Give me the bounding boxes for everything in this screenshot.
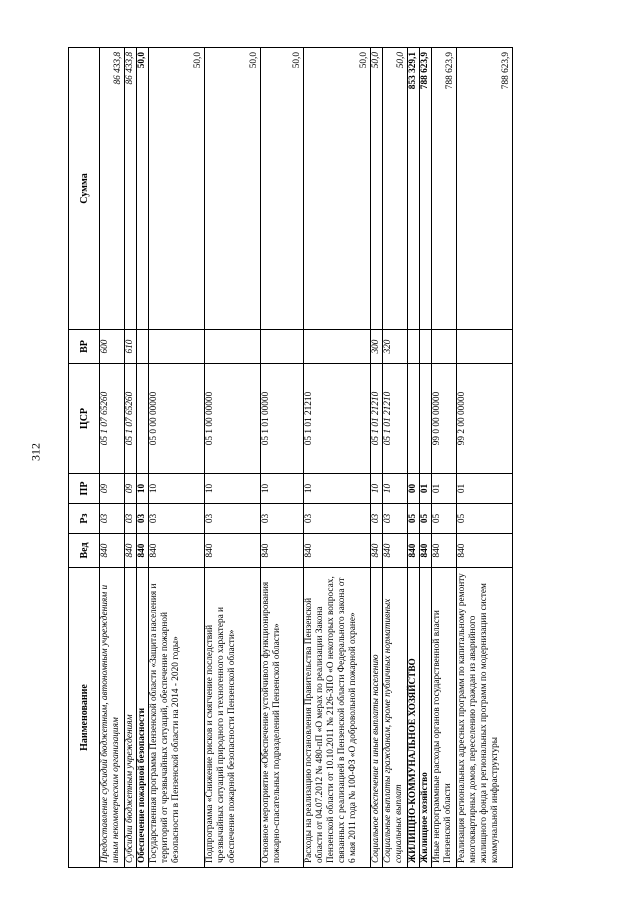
table-row bbox=[432, 48, 457, 868]
row-csr-cell: 05 1 01 00000 bbox=[261, 364, 304, 474]
row-sum-cell: 50,0 bbox=[261, 48, 304, 330]
row-rz-cell: 03 bbox=[137, 504, 149, 534]
row-vr-cell: 610 bbox=[125, 330, 137, 364]
row-ved-cell: 840 bbox=[304, 534, 371, 568]
table-row bbox=[304, 48, 371, 868]
row-sum-cell: 50,0 bbox=[304, 48, 371, 330]
row-vr-cell bbox=[420, 330, 432, 364]
row-rz-cell: 03 bbox=[205, 504, 261, 534]
row-csr-cell: 05 1 01 21210 bbox=[371, 364, 383, 474]
table-row bbox=[371, 48, 383, 868]
row-name-cell: Реализация региональных адресных программ по капитальному ремонту многоквартирных домов, переселению граждан из аварийного жилищного фонда и региональных программ по модернизации систем коммунальной инфраструктуры bbox=[457, 568, 513, 868]
row-vr-cell bbox=[408, 330, 420, 364]
row-csr-cell: 05 0 00 00000 bbox=[149, 364, 205, 474]
row-rz-cell: 05 bbox=[432, 504, 457, 534]
row-rz-cell: 05 bbox=[457, 504, 513, 534]
header-rz: Рз bbox=[69, 504, 100, 534]
row-pr-cell: 09 bbox=[100, 474, 125, 504]
row-pr-cell: 10 bbox=[137, 474, 149, 504]
row-vr-cell bbox=[457, 330, 513, 364]
table-row bbox=[457, 48, 513, 868]
row-rz-cell: 05 bbox=[420, 504, 432, 534]
row-vr-cell bbox=[432, 330, 457, 364]
row-vr-cell: 600 bbox=[100, 330, 125, 364]
table-row bbox=[383, 48, 408, 868]
row-name-cell: Предоставление субсидий бюджетным, автономным учреждениям и иным некоммерческим организациям bbox=[100, 568, 125, 868]
row-sum-cell: 50,0 bbox=[137, 48, 149, 330]
header-name: Наименование bbox=[69, 568, 100, 868]
row-sum-cell: 50,0 bbox=[205, 48, 261, 330]
row-csr-cell: 05 1 00 00000 bbox=[205, 364, 261, 474]
row-pr-cell: 01 bbox=[457, 474, 513, 504]
row-ved-cell: 840 bbox=[137, 534, 149, 568]
row-vr-cell bbox=[205, 330, 261, 364]
header-vr: ВР bbox=[69, 330, 100, 364]
row-csr-cell: 05 1 07 65260 bbox=[125, 364, 137, 474]
row-rz-cell: 03 bbox=[304, 504, 371, 534]
row-name-cell: Подпрограмма «Снижение рисков и смягчение последствий чрезвычайных ситуаций природного и техногенного характера и обеспечение пожарной безопасности Пензенской области» bbox=[205, 568, 261, 868]
row-vr-cell bbox=[304, 330, 371, 364]
row-sum-cell: 788 623,9 bbox=[420, 48, 432, 330]
row-ved-cell: 840 bbox=[100, 534, 125, 568]
table-row bbox=[149, 48, 205, 868]
row-ved-cell: 840 bbox=[420, 534, 432, 568]
row-name-cell: Государственная программа Пензенской области «Защита населения и территорий от чрезвычайных ситуаций, обеспечение пожарной безопасности в Пензенской области на 2014 - 2020 годы» bbox=[149, 568, 205, 868]
table-body bbox=[100, 48, 513, 868]
row-pr-cell: 00 bbox=[408, 474, 420, 504]
row-sum-cell: 50,0 bbox=[149, 48, 205, 330]
row-ved-cell: 840 bbox=[205, 534, 261, 568]
row-name-cell: Социальные выплаты гражданам, кроме публичных нормативных социальных выплат bbox=[383, 568, 408, 868]
row-rz-cell: 05 bbox=[408, 504, 420, 534]
row-pr-cell: 01 bbox=[432, 474, 457, 504]
row-sum-cell: 86 433,8 bbox=[100, 48, 125, 330]
row-sum-cell: 853 329,1 bbox=[408, 48, 420, 330]
row-csr-cell: 99 2 00 00000 bbox=[457, 364, 513, 474]
row-pr-cell: 09 bbox=[125, 474, 137, 504]
row-csr-cell: 99 0 00 00000 bbox=[432, 364, 457, 474]
row-pr-cell: 10 bbox=[205, 474, 261, 504]
table-header-row bbox=[69, 48, 100, 868]
table-row bbox=[420, 48, 432, 868]
row-vr-cell: 300 bbox=[371, 330, 383, 364]
table-row bbox=[137, 48, 149, 868]
row-pr-cell: 10 bbox=[371, 474, 383, 504]
row-sum-cell: 86 433,8 bbox=[125, 48, 137, 330]
row-name-cell: Основное мероприятие «Обеспечение устойчивого функционирования пожарно-спасательных подразделений Пензенской области» bbox=[261, 568, 304, 868]
row-sum-cell: 788 623,9 bbox=[457, 48, 513, 330]
row-csr-cell: 05 1 01 21210 bbox=[383, 364, 408, 474]
row-ved-cell: 840 bbox=[261, 534, 304, 568]
page-number: 312 bbox=[28, 443, 43, 461]
row-sum-cell: 788 623,9 bbox=[432, 48, 457, 330]
table-row bbox=[408, 48, 420, 868]
row-rz-cell: 03 bbox=[149, 504, 205, 534]
row-csr-cell bbox=[408, 364, 420, 474]
row-rz-cell: 03 bbox=[125, 504, 137, 534]
row-csr-cell: 05 1 01 21210 bbox=[304, 364, 371, 474]
row-rz-cell: 03 bbox=[100, 504, 125, 534]
row-pr-cell: 01 bbox=[420, 474, 432, 504]
row-vr-cell bbox=[149, 330, 205, 364]
table-row bbox=[205, 48, 261, 868]
row-ved-cell: 840 bbox=[457, 534, 513, 568]
row-name-cell: Жилищное хозяйство bbox=[420, 568, 432, 868]
row-pr-cell: 10 bbox=[149, 474, 205, 504]
row-name-cell: Расходы на реализацию постановления Правительства Пензенской области от 04.07.2012 № 480-пП «О мерах по реализации Закона Пензенской области от 10.10.2011 № 2126-ЗПО «О некоторых вопросах, связанных с реализацией в Пензенской области Федерального закона от 6 мая 2011 года № 100-ФЗ «О добровольной пожарной охране» bbox=[304, 568, 371, 868]
row-pr-cell: 10 bbox=[383, 474, 408, 504]
header-pr: ПР bbox=[69, 474, 100, 504]
header-sum: Сумма bbox=[69, 48, 100, 330]
row-pr-cell: 10 bbox=[304, 474, 371, 504]
row-rz-cell: 03 bbox=[371, 504, 383, 534]
row-name-cell: Субсидии бюджетным учреждениям bbox=[125, 568, 137, 868]
row-name-cell: Социальное обеспечение и иные выплаты населению bbox=[371, 568, 383, 868]
row-name-cell: ЖИЛИЩНО-КОММУНАЛЬНОЕ ХОЗЯЙСТВО bbox=[408, 568, 420, 868]
row-sum-cell: 50,0 bbox=[371, 48, 383, 330]
row-name-cell: Иные непрограммные расходы органов государственной власти Пензенской области bbox=[432, 568, 457, 868]
row-csr-cell bbox=[420, 364, 432, 474]
header-csr: ЦСР bbox=[69, 364, 100, 474]
header-ved: Вед bbox=[69, 534, 100, 568]
table-row bbox=[125, 48, 137, 868]
table-row bbox=[261, 48, 304, 868]
row-pr-cell: 10 bbox=[261, 474, 304, 504]
row-csr-cell bbox=[137, 364, 149, 474]
row-sum-cell: 50,0 bbox=[383, 48, 408, 330]
rotated-table-wrapper bbox=[68, 48, 528, 868]
row-ved-cell: 840 bbox=[149, 534, 205, 568]
row-ved-cell: 840 bbox=[383, 534, 408, 568]
row-rz-cell: 03 bbox=[261, 504, 304, 534]
row-ved-cell: 840 bbox=[371, 534, 383, 568]
row-ved-cell: 840 bbox=[432, 534, 457, 568]
row-ved-cell: 840 bbox=[408, 534, 420, 568]
row-ved-cell: 840 bbox=[125, 534, 137, 568]
row-csr-cell: 05 1 07 65260 bbox=[100, 364, 125, 474]
row-vr-cell bbox=[137, 330, 149, 364]
row-vr-cell: 320 bbox=[383, 330, 408, 364]
row-vr-cell bbox=[261, 330, 304, 364]
row-name-cell: Обеспечение пожарной безопасности bbox=[137, 568, 149, 868]
row-rz-cell: 03 bbox=[383, 504, 408, 534]
table-row bbox=[100, 48, 125, 868]
budget-table bbox=[68, 47, 513, 868]
